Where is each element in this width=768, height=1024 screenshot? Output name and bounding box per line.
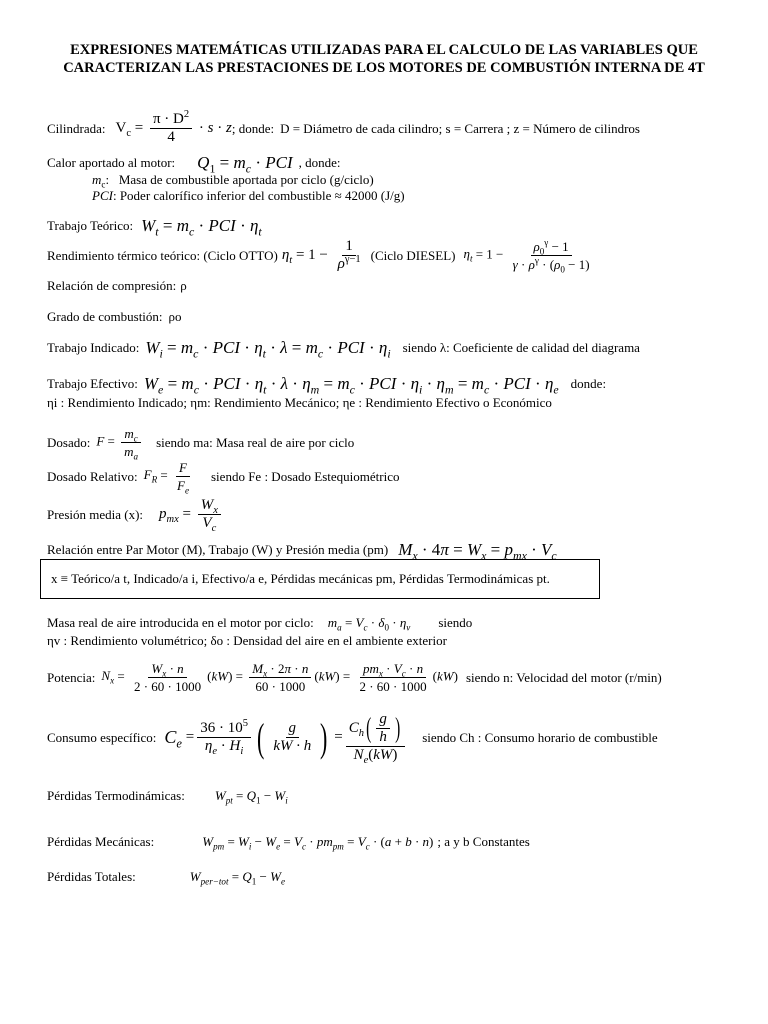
trabajo-indicado-siendo: siendo λ: Coeficiente de calidad del diagrama xyxy=(402,340,640,355)
trabajo-indicado-row xyxy=(47,338,640,361)
perdidas-termo-row xyxy=(47,788,288,804)
trabajo-efectivo-row xyxy=(47,374,607,397)
perdidas-termo-formula: $W_{pt} = Q_1 - W_i$ xyxy=(214,788,288,806)
cilindrada-description: D = Diámetro de cada cilindro; s = Carrera ; z = Número de cilindros xyxy=(280,120,640,136)
dosado-relativo-row xyxy=(47,460,400,496)
trabajo-efectivo-formula: $W_e = m_c$ · PCI · $\eta_t \cdot \lambda \cdot \eta_m = m_c$ · PCI · $\eta_i \cdot \eta_m = m_c$ · PCI · $\eta_e$ xyxy=(143,374,559,397)
mc-definition: $m_c$: Masa de combustible aportada por ciclo (g/ciclo) xyxy=(92,172,374,190)
trabajo-efectivo-label: Trabajo Efectivo: xyxy=(47,376,138,391)
potencia-label: Potencia: xyxy=(47,669,96,685)
potencia-siendo: siendo n: Velocidad del motor (r/min) xyxy=(465,669,662,685)
grado-combustion-label: Grado de combustión: xyxy=(47,309,163,324)
masa-aire-formula: $m_a = V_c \cdot \delta_0 \cdot \eta_v$ xyxy=(327,615,411,633)
masa-aire-definitions: ηv : Rendimiento volumétrico; δo : Densidad del aire en el ambiente exterior xyxy=(47,633,447,648)
subscript-legend-box xyxy=(40,559,600,599)
perdidas-mec-row xyxy=(47,834,530,850)
dosado-relativo-label: Dosado Relativo: xyxy=(47,468,138,484)
masa-aire-siendo: siendo xyxy=(438,615,473,630)
calor-donde: , donde: xyxy=(298,155,341,170)
rendimiento-diesel-label: (Ciclo DIESEL) xyxy=(370,247,456,263)
trabajo-teorico-formula: $W_t = m_c$ · PCI · $\eta_t$ xyxy=(141,216,262,239)
trabajo-teorico-row xyxy=(47,216,262,239)
relacion-compresion-row xyxy=(47,278,187,294)
rendimiento-label: Rendimiento térmico teórico: (Ciclo OTTO) xyxy=(47,247,278,263)
relacion-par-formula: $M_x \cdot 4\pi = W_x = p_{mx} \cdot V_c$ xyxy=(398,540,557,563)
dosado-relativo-siendo: siendo Fe : Dosado Estequiométrico xyxy=(211,468,400,484)
dosado-formula: F = $\frac{m_c}{m_a}$ xyxy=(96,426,144,459)
presion-media-label: Presión media (x): xyxy=(47,506,144,522)
presion-media-row xyxy=(47,497,224,534)
relacion-compresion-label: Relación de compresión: xyxy=(47,278,177,293)
trabajo-teorico-label: Trabajo Teórico: xyxy=(47,218,134,233)
consumo-formula: $C_e$ = $\frac{36 \cdot 10^5}{\eta_e \cdot H_i}$ ( $\frac{g}{kW \cdot h}$ ) = $C_h$ ( $\frac{g}{h}$ ) $N_e(kW)$ xyxy=(164,712,408,763)
perdidas-termo-label: Pérdidas Termodinámicas: xyxy=(47,788,185,803)
perdidas-mec-formula: $W_{pm} = W_i - W_e = V_c \cdot pm_{pm} = V_c \cdot (a + b \cdot n)$ xyxy=(202,834,434,852)
perdidas-mec-label: Pérdidas Mecánicas: xyxy=(47,834,155,849)
relacion-par-row xyxy=(47,540,557,563)
dosado-row xyxy=(47,426,355,462)
cilindrada-formula: $V_c$ = $\frac{\pi \cdot D^2}{4}$ · s · z xyxy=(115,109,232,145)
subscript-legend-text: x ≡ Teórico/a t, Indicado/a i, Efectivo/a e, Pérdidas mecánicas pm, Pérdidas Termodinámicas pt. xyxy=(51,571,550,586)
pci-def-text: Poder calorífico inferior del combustible ≈ 42000 (J/g) xyxy=(119,188,405,203)
trabajo-indicado-label: Trabajo Indicado: xyxy=(47,340,140,355)
cilindrada-donde: ; donde: xyxy=(231,120,275,136)
perdidas-mec-note: ; a y b Constantes xyxy=(437,834,530,849)
pci-definition: PCI: Poder calorífico inferior del combustible ≈ 42000 (J/g) xyxy=(92,188,405,203)
consumo-label: Consumo específico: xyxy=(47,729,157,745)
calor-label: Calor aportado al motor: xyxy=(47,155,176,170)
perdidas-tot-row xyxy=(47,869,285,885)
grado-combustion-row xyxy=(47,309,182,325)
presion-media-formula: $p_{mx}$ = $\frac{W_x}{V_c}$ xyxy=(159,498,224,531)
relacion-compresion-symbol: ρ xyxy=(180,278,187,293)
page-title: EXPRESIONES MATEMÁTICAS UTILIZADAS PARA EL CALCULO DE LAS VARIABLES QUE CARACTERIZAN LAS PRESTACIONES DE LOS MOTORES DE COMBUSTIÓN INTERNA DE 4T xyxy=(63,42,705,76)
rendimiento-row xyxy=(47,237,596,275)
dosado-siendo: siendo ma: Masa real de aire por ciclo xyxy=(156,434,355,450)
perdidas-tot-label: Pérdidas Totales: xyxy=(47,869,136,884)
masa-aire-row xyxy=(47,615,472,631)
rendimiento-diesel-formula: $\eta_t = 1$ − $\frac{\rho_0^\gamma - 1}{\gamma \cdot \rho^\gamma \cdot (\rho_0 - 1)}$ xyxy=(463,237,590,275)
dosado-relativo-formula: $F_R$ = $\frac{F}{F_e}$ xyxy=(143,460,189,496)
cilindrada-label: Cilindrada: xyxy=(47,120,106,136)
mc-def-text: Masa de combustible aportada por ciclo (g/ciclo) xyxy=(118,172,374,187)
relacion-par-label: Relación entre Par Motor (M), Trabajo (W) y Presión media (pm) xyxy=(47,542,389,557)
masa-aire-label: Masa real de aire introducida en el motor por ciclo: xyxy=(47,615,314,630)
consumo-row xyxy=(47,711,658,766)
potencia-row xyxy=(47,661,662,694)
trabajo-indicado-formula: $W_i = m_c$ · PCI · $\eta_t \cdot \lambda = m_c$ · PCI · $\eta_i$ xyxy=(145,338,391,361)
rendimiento-otto-formula: $\eta_t = 1$ − $\frac{1}{\rho^{\gamma-1}}$ xyxy=(281,238,361,272)
dosado-label: Dosado: xyxy=(47,434,91,450)
cilindrada-row xyxy=(47,109,640,145)
consumo-siendo: siendo Ch : Consumo horario de combustible xyxy=(422,729,658,745)
potencia-formula: $N_x$ = $\frac{W_x \cdot n}{2 \cdot 60 \cdot 1000}$ (kW) = $\frac{M_x \cdot 2\pi \cdot n}{60 \cdot 1000}$ (kW) = $\frac{pm_x \cdot V_c \cdot n}{2 \cdot 60 \cdot 1000}$ (kW) xyxy=(101,661,458,694)
calor-formula: $Q_1 = m_c$ · PCI xyxy=(197,153,293,176)
perdidas-tot-formula: $W_{per-tot} = Q_1 - W_e$ xyxy=(189,869,285,887)
grado-combustion-symbol: ρo xyxy=(168,309,182,324)
trabajo-efectivo-donde: donde: xyxy=(570,376,607,391)
rendimientos-definitions: ηi : Rendimiento Indicado; ηm: Rendimiento Mecánico; ηe : Rendimiento Efectivo o Económico xyxy=(47,395,552,410)
calor-row xyxy=(47,153,341,176)
